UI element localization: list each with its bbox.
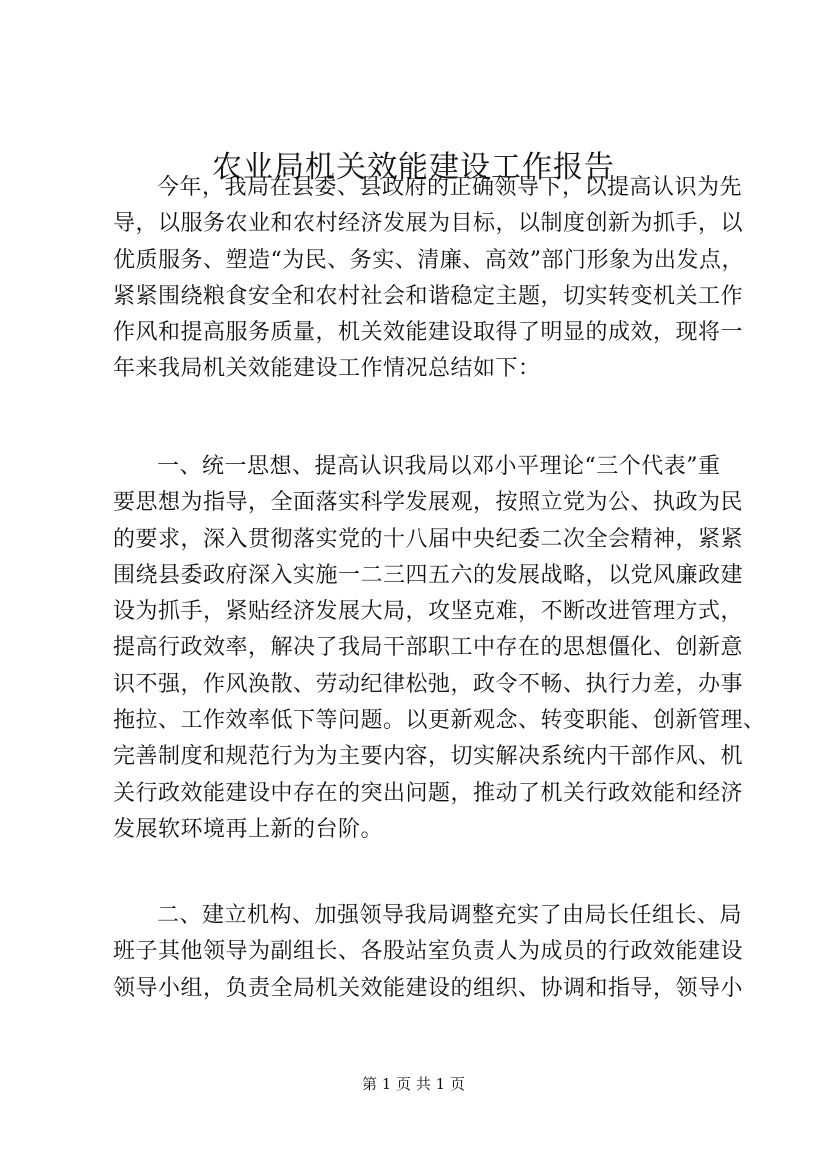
paragraph-line: 围绕县委政府深入实施一二三四五六的发展战略，以党风廉政建 — [113, 562, 744, 588]
paragraph-line: 班子其他领导为副组长、各股站室负责人为成员的行政效能建设 — [113, 939, 744, 965]
paragraph-line: 拖拉、工作效率低下等问题。以更新观念、转变职能、创新管理、 — [113, 708, 766, 734]
paragraph-line: 关行政效能建设中存在的突出问题，推动了机关行政效能和经济 — [113, 780, 744, 806]
paragraph-section-one — [113, 449, 766, 848]
page-footer: 第 1 页 共 1 页 — [362, 1075, 465, 1093]
paragraph-intro — [113, 170, 744, 388]
paragraph-line: 优质服务、塑造“为民、务实、清廉、高效”部门形象为出发点， — [113, 247, 744, 273]
paragraph-line: 设为抓手，紧贴经济发展大局，攻坚克难，不断改进管理方式， — [113, 599, 744, 625]
paragraph-line: 识不强，作风涣散、劳动纪律松弛，政令不畅、执行力差，办事 — [113, 671, 744, 697]
paragraph-line: 的要求，深入贯彻落实党的十八届中央纪委二次全会精神，紧紧 — [113, 526, 744, 552]
paragraph-line: 提高行政效率，解决了我局干部职工中存在的思想僵化、创新意 — [113, 635, 744, 661]
paragraph-line: 领导小组，负责全局机关效能建设的组织、协调和指导，领导小 — [113, 975, 744, 1001]
paragraph-section-two — [113, 898, 744, 1007]
paragraph-line: 完善制度和规范行为为主要内容，切实解决系统内干部作风、机 — [113, 744, 744, 770]
paragraph-line: 一、统一思想、提高认识我局以邓小平理论“三个代表”重 — [157, 454, 721, 479]
document-title: 农业局机关效能建设工作报告 — [212, 150, 615, 185]
paragraph-line: 发展软环境再上新的台阶。 — [113, 816, 384, 842]
paragraph-line: 今年，我局在县委、县政府的正确领导下，以提高认识为先 — [157, 175, 743, 200]
paragraph-line: 二、建立机构、加强领导我局调整充实了由局长任组长、局 — [157, 903, 743, 928]
paragraph-line: 要思想为指导，全面落实科学发展观，按照立党为公、执政为民 — [113, 490, 744, 516]
paragraph-line: 导，以服务农业和农村经济发展为目标，以制度创新为抓手，以 — [113, 211, 744, 237]
paragraph-line: 作风和提高服务质量，机关效能建设取得了明显的成效，现将一 — [113, 320, 744, 346]
paragraph-line: 年来我局机关效能建设工作情况总结如下： — [113, 356, 541, 382]
paragraph-line: 紧紧围绕粮食安全和农村社会和谐稳定主题，切实转变机关工作 — [113, 283, 744, 309]
